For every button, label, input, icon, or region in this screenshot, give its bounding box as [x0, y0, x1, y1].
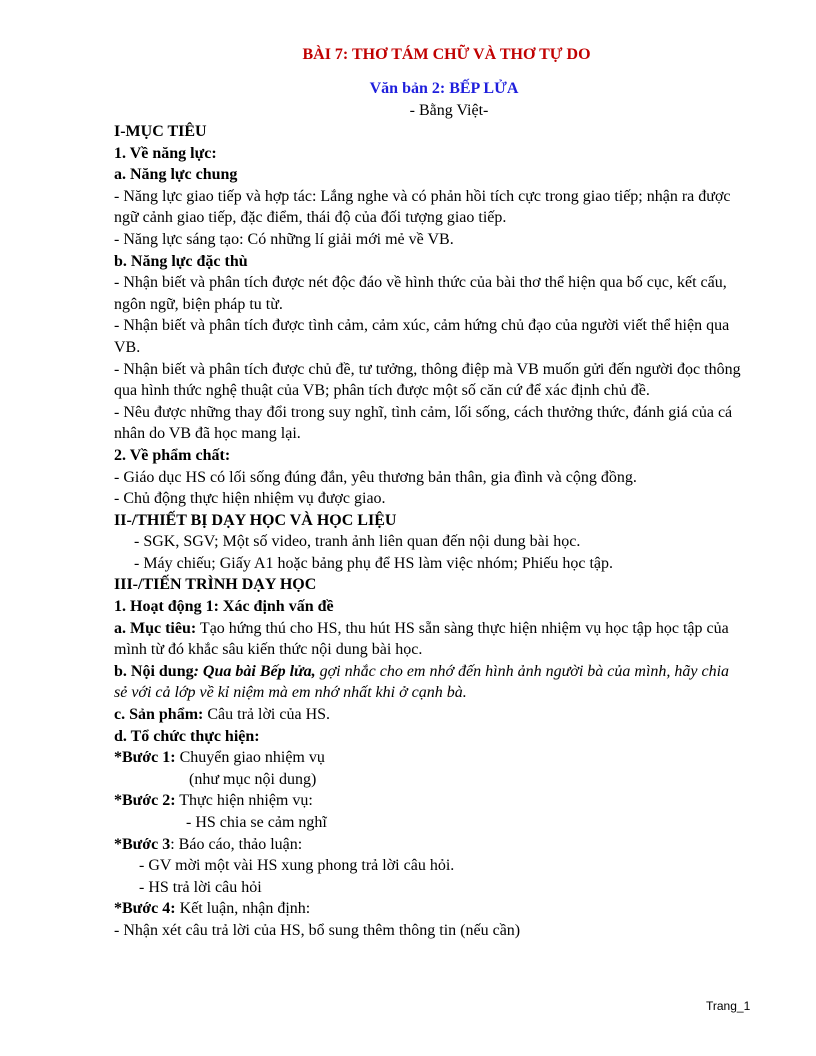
text: Tạo hứng thú cho HS, thu hút HS sẵn sàng thực hiện nhiệm vụ học tập học tập của mình từ đó khắc sâu kiến thức nội dung bài học. — [114, 619, 729, 659]
list-item: - Máy chiếu; Giấy A1 hoặc bảng phụ để HS làm việc nhóm; Phiếu học tập. — [134, 554, 614, 572]
lesson-title: BÀI 7: THƠ TÁM CHỮ VÀ THƠ TỰ DO — [302, 46, 591, 63]
step-text: Thực hiện nhiệm vụ: — [175, 792, 313, 810]
section-heading-objectives: I-MỤC TIÊU — [114, 123, 207, 140]
paragraph-objective — [114, 618, 744, 661]
label: a. Mục tiêu: — [114, 619, 197, 637]
text: Câu trả lời của HS. — [203, 706, 331, 724]
step-4-detail: - Nhận xét câu trả lời của HS, bổ sung thêm thông tin (nếu cần) — [114, 921, 521, 939]
paragraph: - Năng lực sáng tạo: Có những lí giải mới mẻ về VB. — [114, 230, 454, 248]
text-subtitle: Văn bản 2: BẾP LỬA — [369, 80, 519, 97]
paragraph-content — [114, 661, 744, 704]
paragraph-product — [114, 704, 744, 726]
step-3-detail: - HS trả lời câu hỏi — [139, 878, 262, 896]
subheading-specific-competence: b. Năng lực đặc thù — [114, 252, 248, 270]
text: gợi nhắc cho em nhớ đến hình ảnh người bà của mình, hãy chia sẻ với cả lớp về kỉ niệm mà em nhớ nhất khi ở cạnh bà. — [114, 662, 730, 702]
work-title: Bếp lửa, — [259, 662, 316, 680]
step-1-detail: (như mục nội dung) — [189, 770, 317, 788]
page-number: Trang_1 — [706, 999, 751, 1013]
document-page — [114, 44, 744, 942]
subheading-general-competence: a. Năng lực chung — [114, 166, 238, 184]
step-label: *Bước 3 — [114, 835, 171, 853]
paragraph: - Nêu được những thay đổi trong suy nghĩ, tình cảm, lối sống, cách thưởng thức, đánh giá của cá nhân do VB đã học mang lại. — [114, 403, 733, 443]
label: b. Nội dung — [114, 662, 194, 680]
paragraph: - Nhận biết và phân tích được nét độc đáo về hình thức của bài thơ thể hiện qua bố cục, kết cấu, ngôn ngữ, biện pháp tu từ. — [114, 274, 727, 313]
step-label: *Bước 1: — [114, 749, 176, 767]
step-label: *Bước 4: — [114, 900, 176, 918]
step-3 — [114, 834, 744, 856]
author-line: - Bằng Việt- — [409, 102, 489, 119]
step-3-detail: - GV mời một vài HS xung phong trả lời câu hỏi. — [139, 857, 455, 875]
paragraph: - Giáo dục HS có lối sống đúng đắn, yêu thương bản thân, gia đình và cộng đồng. — [114, 468, 637, 486]
section-heading-process: III-/TIẾN TRÌNH DẠY HỌC — [114, 576, 317, 594]
text: : Qua bài — [193, 662, 260, 680]
subheading-organization: d. Tổ chức thực hiện: — [114, 727, 260, 745]
step-4 — [114, 898, 744, 920]
step-1 — [114, 747, 744, 769]
paragraph: - Nhận biết và phân tích được chủ đề, tư tưởng, thông điệp mà VB muốn gửi đến người đọc thông qua hình thức nghệ thuật của VB; phân tích được một số căn cứ để xác định chủ đề. — [114, 360, 741, 400]
label: c. Sản phẩm: — [114, 706, 204, 724]
subheading-qualities: 2. Về phẩm chất: — [114, 446, 231, 464]
subheading-competence: 1. Về năng lực: — [114, 144, 217, 162]
step-label: *Bước 2: — [114, 792, 176, 810]
subheading-activity-1: 1. Hoạt động 1: Xác định vấn đề — [114, 598, 334, 616]
step-text: Chuyển giao nhiệm vụ — [175, 749, 325, 767]
list-item: - SGK, SGV; Một số video, tranh ảnh liên quan đến nội dung bài học. — [134, 533, 581, 551]
paragraph: - Năng lực giao tiếp và hợp tác: Lắng nghe và có phản hồi tích cực trong giao tiếp; nhận ra được ngữ cảnh giao tiếp, đặc điểm, thái độ của đối tượng giao tiếp. — [114, 187, 731, 227]
paragraph: - Nhận biết và phân tích được tình cảm, cảm xúc, cảm hứng chủ đạo của người viết thể hiện qua VB. — [114, 317, 730, 356]
paragraph: - Chủ động thực hiện nhiệm vụ được giao. — [114, 490, 386, 508]
section-heading-equipment: II-/THIẾT BỊ DẠY HỌC VÀ HỌC LIỆU — [114, 511, 397, 529]
step-text: Kết luận, nhận định: — [175, 900, 311, 918]
step-text: : Báo cáo, thảo luận: — [170, 835, 303, 853]
step-2 — [114, 790, 744, 812]
step-2-detail: - HS chia se cảm nghĩ — [186, 814, 327, 831]
